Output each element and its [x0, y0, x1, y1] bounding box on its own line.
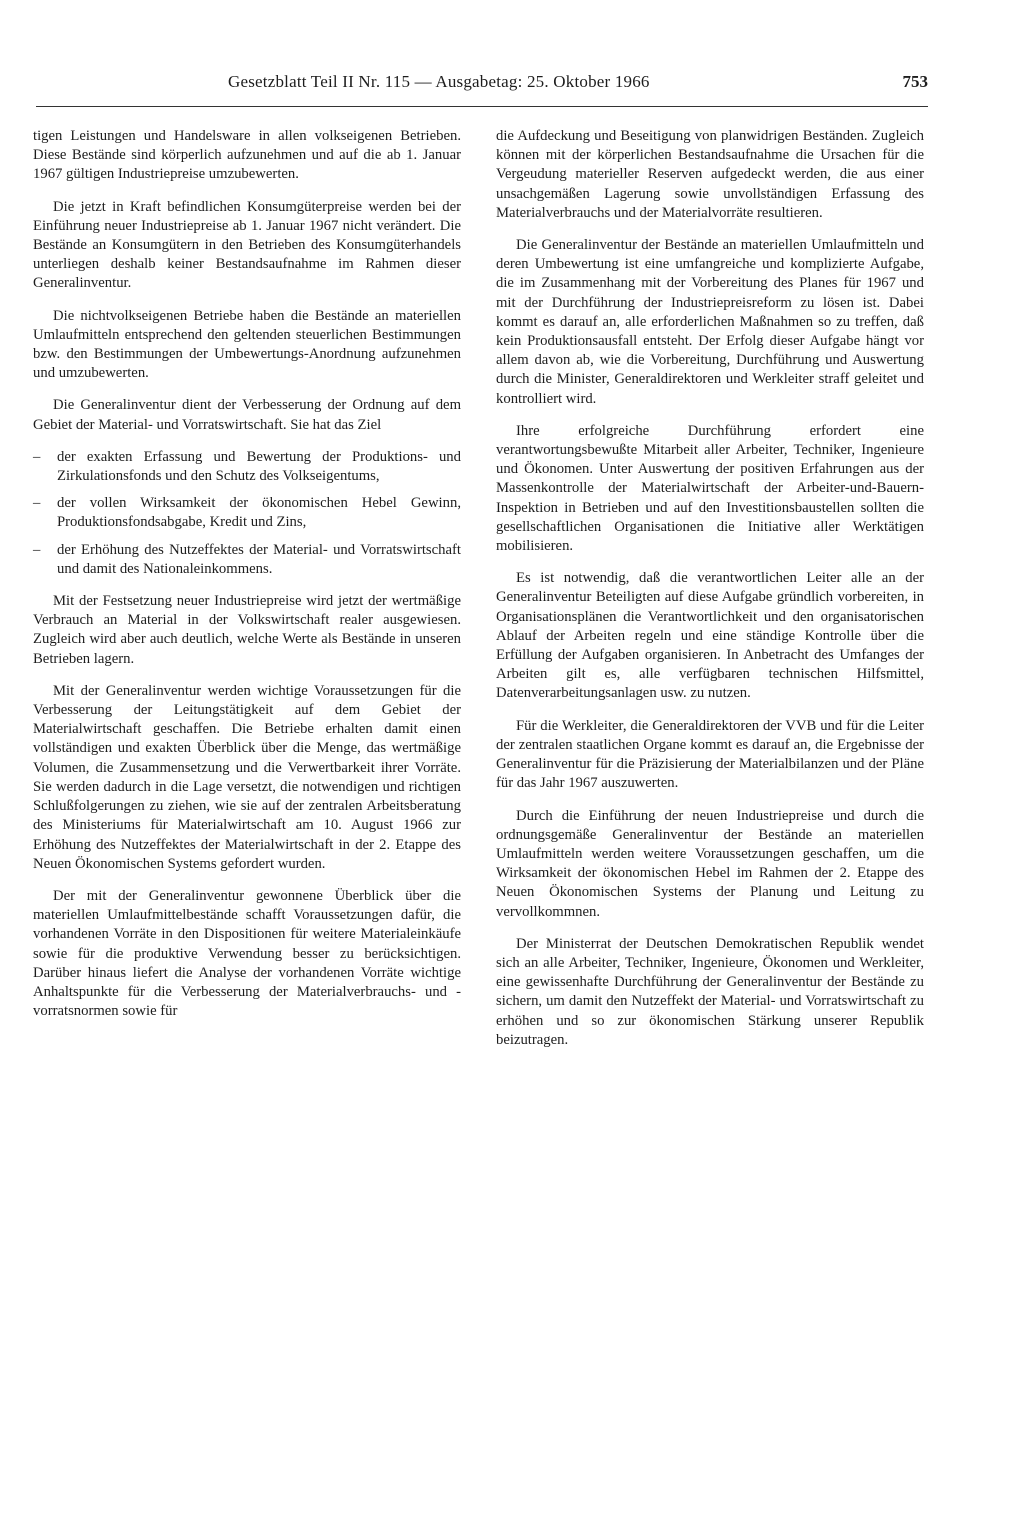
list-item-text: der vollen Wirksamkeit der ökonomischen Hebel Gewinn, Produktionsfondsabgabe, Kredit und Zins, — [57, 495, 461, 531]
paragraph: tigen Leistungen und Handelsware in allen volkseigenen Betrieben. Diese Bestände sind körperlich aufzunehmen und auf die ab 1. Januar 1967 gültigen Industriepreise umzubewerten. — [33, 128, 461, 183]
page-number: 753 — [902, 72, 928, 91]
paragraph: Der mit der Generalinventur gewonnene Überblick über die materiellen Umlaufmittelbestände schafft Voraussetzungen dafür, die vorhandenen Vorräte in den Dispositionen für weitere Materialeinkäufe sowie für die produktive Verwendung besser zu berücksichtigen. Darüber hinaus liefert die Analyse der vorhandenen Vorräte wichtige Anhaltspunkte für die Verbesserung der Materialverbrauchs- und -vorratsnormen sowie für — [33, 887, 461, 1020]
paragraph: Die Generalinventur der Bestände an materiellen Umlaufmitteln und deren Umbewertung ist eine umfangreiche und komplizierte Aufgabe, die im Zusammenhang mit der Vorbereitung des Planes für 1967 und mit der Durchführung der Industriepreisreform zu lösen ist. Dabei kommt es darauf an, alle erforderlichen Maßnahmen so zu treffen, daß kein Produktionsausfall entsteht. Der Erfolg dieser Aufgabe hängt vor allem davon ab, wie die Vorbereitung, Durchführung und Auswertung durch die Minister, Generaldirektoren und Werkleiter straff geleitet und kontrolliert wird. — [496, 237, 924, 407]
paragraph: Mit der Festsetzung neuer Industriepreise wird jetzt der wertmäßige Verbrauch an Material in der Volkswirtschaft realer ausgewiesen. Zugleich wird aber auch deutlich, welche Werte als Bestände in unseren Betrieben lagern. — [33, 593, 461, 667]
paragraph: Für die Werkleiter, die Generaldirektoren der VVB und für die Leiter der zentralen staatlichen Organe kommt es darauf an, die Ergebnisse der Generalinventur für die Präzisierung der Materialbilanzen und der Pläne für das Jahr 1967 auszuwerten. — [496, 717, 924, 792]
list-item-text: der exakten Erfassung und Bewertung der Produktions- und Zirkulationsfonds und den Schutz des Volkseigentums, — [57, 448, 461, 485]
paragraph: Mit der Generalinventur werden wichtige Voraussetzungen für die Verbesserung der Leitungstätigkeit auf dem Gebiet der Materialwirtschaft geschaffen. Die Betriebe erhalten damit einen vollständigen und exakten Überblick über die Menge, das wertmäßige Volumen, die Zusammensetzung und die Verwertbarkeit ihrer Vorräte. Sie werden dadurch in die Lage versetzt, die notwendigen und richtigen Schlußfolgerungen zu ziehen, wie sie auf der zentralen Arbeitsberatung des Ministeriums für Materialwirtschaft am 10. August 1966 zur Erhöhung des Nutzeffektes der Materialwirtschaft in der 2. Etappe des Neuen Ökonomischen Systems gefordert wurden. — [33, 682, 461, 872]
left-column — [33, 127, 461, 1034]
paragraph: Es ist notwendig, daß die verantwortlichen Leiter alle an der Generalinventur Beteiligten auf diese Aufgabe gründlich vorbereiten, in Organisationsplänen die Verantwortlichkeit und den organisatorischen Ablauf der Arbeiten regeln und eine ständige Kontrolle über die Erfüllung der Aufgaben organisieren. In Anbetracht des Umfanges der Arbeiten gilt es, alle verfügbaren technischen Hilfsmittel, Datenverarbeitungsanlagen usw. zu nutzen. — [496, 570, 924, 702]
goal-list — [33, 448, 461, 579]
header-title: Gesetzblatt Teil II Nr. 115 — Ausgabetag: 25. Oktober 1966 — [228, 72, 650, 91]
list-item — [33, 448, 461, 486]
list-item-text: der Erhöhung des Nutzeffektes der Material- und Vorratswirtschaft und damit des Nationaleinkommens. — [57, 541, 461, 577]
paragraph: Ihre erfolgreiche Durchführung erfordert eine verantwortungsbewußte Mitarbeit aller Arbeiter, Techniker, Ingenieure und Ökonomen. Unter Auswertung der positiven Erfahrungen aus der Massenkontrolle der Materialwirtschaft der Arbeiter-und-Bauern-Inspektion in Betrieben und auf den Investitionsbaustellen sollten die gesellschaftlichen Organisationen die Initiative aller Werktätigen mobilisieren. — [496, 422, 924, 555]
dash-bullet: – — [33, 541, 41, 558]
dash-bullet: – — [33, 495, 41, 512]
paragraph: Die jetzt in Kraft befindlichen Konsumgüterpreise werden bei der Einführung neuer Industriepreise ab 1. Januar 1967 nicht verändert. Die Bestände an Konsumgütern in den Betrieben des Konsumgüterhandels unterliegen deshalb keiner Bestandsaufnahme im Rahmen dieser Generalinventur. — [33, 198, 461, 292]
paragraph: Die nichtvolkseigenen Betriebe haben die Bestände an materiellen Umlaufmitteln entsprechend den geltenden steuerlichen Bestimmungen bzw. den Bestimmungen der Umbewertungs-Anordnung aufzunehmen und umzubewerten. — [33, 307, 461, 382]
paragraph: Der Ministerrat der Deutschen Demokratischen Republik wendet sich an alle Arbeiter, Techniker, Ingenieure, Ökonomen und Werkleiter, eine gewissenhafte Durchführung der Generalinventur der Bestände zu sichern, um damit den Nutzeffekt der Material- und Vorratswirtschaft zu erhöhen und so zur ökonomischen Stärkung unserer Republik beizutragen. — [496, 935, 924, 1048]
paragraph: die Aufdeckung und Beseitigung von planwidrigen Beständen. Zugleich können mit der körperlichen Bestandsaufnahme die Ursachen für die Vergeudung materieller Reserven aufgedeckt werden, die aus einer unsachgemäßen Lagerung sowie unvollständigen Erfassung des Materialverbrauchs und der Materialvorräte resultieren. — [496, 128, 924, 221]
list-item — [33, 541, 461, 579]
list-item — [33, 494, 461, 532]
dash-bullet: – — [33, 448, 41, 465]
paragraph: Durch die Einführung der neuen Industriepreise und durch die ordnungsgemäße Generalinventur der Bestände an materiellen Umlaufmitteln werden weitere Voraussetzungen geschaffen, um die Wirksamkeit der ökonomischen Hebel im Rahmen der 2. Etappe des Neuen Ökonomischen Systems der Planung und Leitung zu vervollkommnen. — [496, 807, 924, 920]
header-rule — [36, 106, 928, 107]
right-column — [496, 127, 924, 1063]
paragraph: Die Generalinventur dient der Verbesserung der Ordnung auf dem Gebiet der Material- und Vorratswirtschaft. Sie hat das Ziel — [33, 397, 461, 433]
page-header — [36, 72, 928, 106]
